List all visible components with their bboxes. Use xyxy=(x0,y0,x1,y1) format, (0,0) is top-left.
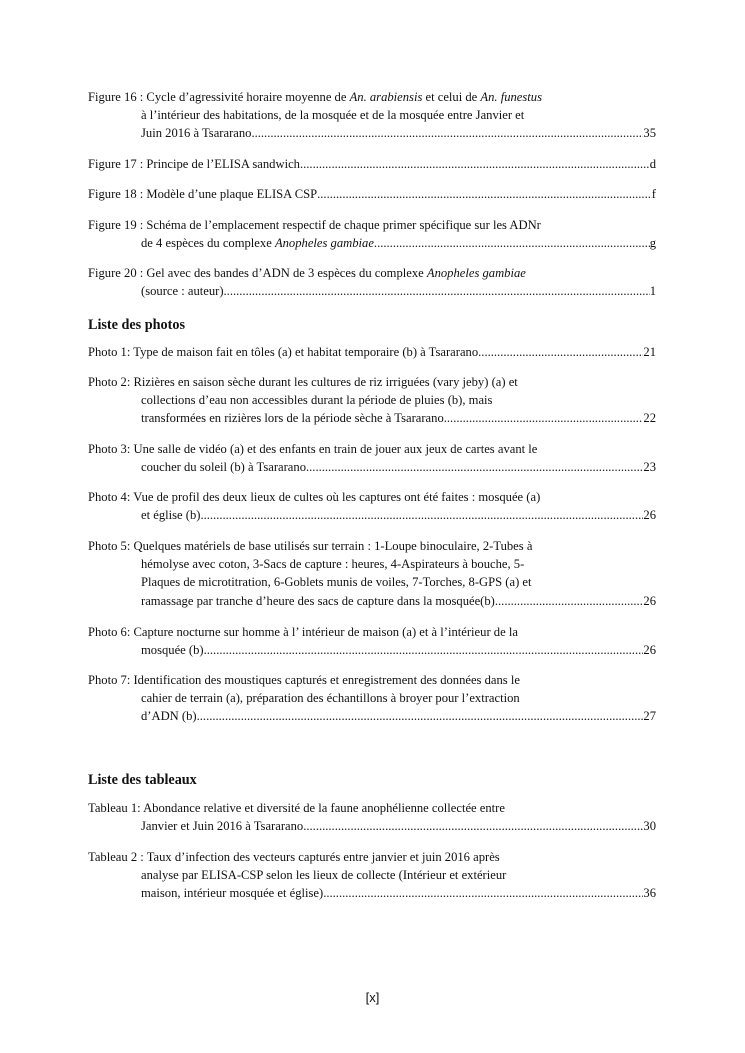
toc-entry-text xyxy=(141,124,255,142)
toc-entry-text xyxy=(88,673,520,687)
text-run: analyse par ELISA-CSP selon les lieux de collecte (Intérieur et extérieur xyxy=(141,868,507,883)
toc-entry-text xyxy=(141,707,200,725)
text-run: Photo 5: Quelques matériels de base utilisés sur terrain : 1-Loupe binoculaire, 2-Tubes à xyxy=(88,539,533,553)
dot-leader xyxy=(300,155,650,173)
toc-entry-text xyxy=(88,625,518,639)
toc-entry-text xyxy=(88,442,537,456)
toc-entry-figure-19[interactable] xyxy=(88,216,656,252)
text-run: à l’intérieur des habitations, de la mosquée et de la mosquée entre Janvier et xyxy=(141,108,525,123)
toc-entry-text xyxy=(141,409,444,427)
toc-entry-text xyxy=(88,218,541,232)
text-run: Tableau 1: Abondance relative et diversité de la faune anophélienne collectée entre xyxy=(88,801,505,815)
toc-entry-figure-18[interactable] xyxy=(88,185,656,203)
page-ref[interactable]: 22 xyxy=(643,411,656,426)
text-run: Figure 17 : Principe de l’ELISA sandwich xyxy=(88,157,300,171)
toc-entry-line xyxy=(88,106,656,124)
text-run: Figure 16 : Cycle d’agressivité horaire moyenne de xyxy=(88,90,350,104)
text-run: Figure 19 : Schéma de l’emplacement respectif de chaque primer spécifique sur les ADNr xyxy=(88,218,541,232)
toc-entry-text xyxy=(88,490,540,504)
toc-entry-text xyxy=(141,641,204,659)
toc-entry-last-line xyxy=(88,458,656,476)
species-name: Anopheles gambiae xyxy=(426,266,526,280)
toc-entry-last-line xyxy=(88,409,656,427)
page-ref[interactable]: 26 xyxy=(643,508,656,523)
toc-entry-photo-3[interactable] xyxy=(88,440,656,476)
text-run: Juin 2016 à Tsararano. xyxy=(141,126,255,141)
toc-entry-text xyxy=(141,282,224,300)
species-name: Anopheles gambiae xyxy=(274,236,374,251)
text-run: hémolyse avec coton, 3-Sacs de capture : heures, 4-Aspirateurs à bouche, 5- xyxy=(141,557,525,572)
dot-leader xyxy=(200,707,644,725)
page-ref[interactable]: 26 xyxy=(643,593,656,608)
toc-entry-text xyxy=(88,90,542,104)
toc-entry-line xyxy=(88,488,656,506)
text-run: Photo 6: Capture nocturne sur homme à l’ intérieur de maison (a) et à l’intérieur de la xyxy=(88,625,518,639)
page-ref[interactable]: 36 xyxy=(643,886,656,901)
text-run: Photo 1: Type de maison fait en tôles (a) et habitat temporaire (b) à Tsararano xyxy=(88,345,479,359)
toc-entry-last-line xyxy=(88,592,656,610)
toc-entry-text xyxy=(88,375,518,389)
page-ref[interactable]: g xyxy=(649,236,656,251)
toc-entry-text xyxy=(88,343,478,361)
text-run: Photo 2: Rizières en saison sèche durant les cultures de riz irriguées (vary jeby) (a) et xyxy=(88,375,518,389)
toc-entry-figure-16[interactable] xyxy=(88,88,656,143)
text-run: et celui de xyxy=(422,90,481,104)
dot-leader xyxy=(326,884,643,902)
toc-entry-photo-2[interactable] xyxy=(88,373,656,428)
text-run: transformées en rizières lors de la période sèche à Tsararano xyxy=(141,411,444,426)
page-ref[interactable]: 26 xyxy=(643,643,656,658)
toc-entry-text xyxy=(141,108,524,122)
toc-entry-line xyxy=(88,866,656,884)
toc-entry-text xyxy=(141,575,532,589)
toc-entry-text xyxy=(141,691,520,705)
toc-entry-line xyxy=(88,537,656,555)
page-ref[interactable]: f xyxy=(651,187,656,201)
text-run: Janvier et Juin 2016 à Tsararano xyxy=(141,819,304,834)
text-run: de 4 espèces du complexe xyxy=(141,236,275,251)
page-ref[interactable]: 30 xyxy=(643,819,656,834)
toc-entry-photo-5[interactable] xyxy=(88,537,656,610)
text-run: d’ADN (b). xyxy=(141,709,200,724)
dot-leader xyxy=(306,458,643,476)
toc-entry-line xyxy=(88,440,656,458)
text-run: Tableau 2 : Taux d’infection des vecteurs capturés entre janvier et juin 2016 après xyxy=(88,850,500,864)
toc-entry-text xyxy=(141,234,374,252)
toc-entry-text xyxy=(88,185,317,203)
page-ref[interactable]: 23 xyxy=(643,460,656,475)
text-run: ramassage par tranche d’heure des sacs de capture dans la mosquée(b) xyxy=(141,593,495,608)
species-name: An. arabiensis xyxy=(349,90,423,104)
dot-leader xyxy=(495,592,644,610)
toc-entry-line xyxy=(88,671,656,689)
toc-entry-text xyxy=(141,458,306,476)
text-run: et église (b) xyxy=(141,508,201,523)
toc-entry-last-line xyxy=(88,641,656,659)
toc-entry-line xyxy=(88,373,656,391)
page-ref[interactable]: 35 xyxy=(643,126,656,141)
toc-entry-text xyxy=(141,817,303,835)
toc-entry-photo-6[interactable] xyxy=(88,623,656,659)
text-run: Photo 7: Identification des moustiques capturés et enregistrement des données dans le xyxy=(88,673,520,687)
toc-entry-last-line xyxy=(88,817,656,835)
toc-entry-line xyxy=(88,216,656,234)
dot-leader xyxy=(444,409,644,427)
toc-entry-line xyxy=(88,391,656,409)
text-run: Photo 3: Une salle de vidéo (a) et des enfants en train de jouer aux jeux de cartes avant le xyxy=(88,442,538,456)
text-run: Plaques de microtitration, 6-Goblets munis de voiles, 7-Torches, 8-GPS (a) et xyxy=(141,575,532,590)
toc-entry-text xyxy=(88,539,532,553)
toc-entry-text xyxy=(88,266,526,280)
toc-entry-table-2[interactable] xyxy=(88,848,656,903)
page-number: [x] xyxy=(365,990,380,1005)
text-run: collections d’eau non accessibles durant la période de pluies (b), mais xyxy=(141,393,493,408)
toc-entry-text xyxy=(141,868,506,882)
toc-entry-photo-7[interactable] xyxy=(88,671,656,726)
toc-entry-text xyxy=(141,884,326,902)
toc-entry-table-1[interactable] xyxy=(88,799,656,835)
toc-entry-text xyxy=(88,801,505,815)
dot-leader xyxy=(255,124,644,142)
dot-leader xyxy=(200,506,643,524)
toc-entry-last-line xyxy=(88,185,656,203)
toc-entry-line xyxy=(88,799,656,817)
toc-entry-last-line xyxy=(88,282,656,300)
dot-leader xyxy=(204,641,644,659)
dot-leader xyxy=(374,234,650,252)
dot-leader xyxy=(224,282,650,300)
text-run: maison, intérieur mosquée et église). xyxy=(141,886,327,901)
toc-entry-text xyxy=(141,557,524,571)
toc-entry-last-line xyxy=(88,343,656,361)
toc-entry-line xyxy=(88,689,656,707)
toc-entry-figure-20[interactable] xyxy=(88,264,656,300)
section-heading-tables: Liste des tableaux xyxy=(88,772,197,788)
toc-entry-last-line xyxy=(88,506,656,524)
species-name: An. funestus xyxy=(480,90,542,104)
text-run: Figure 20 : Gel avec des bandes d’ADN de 3 espèces du complexe xyxy=(88,266,427,280)
toc-entry-line xyxy=(88,848,656,866)
toc-entry-last-line xyxy=(88,155,656,173)
toc-entry-text xyxy=(88,850,500,864)
toc-entry-last-line xyxy=(88,884,656,902)
toc-entry-photo-1[interactable] xyxy=(88,343,656,361)
section-heading-photos: Liste des photos xyxy=(88,317,185,333)
text-run: cahier de terrain (a), préparation des échantillons à broyer pour l’extraction xyxy=(141,691,520,706)
page-ref[interactable]: 1 xyxy=(649,284,656,299)
toc-entry-line xyxy=(88,88,656,106)
toc-entry-text xyxy=(141,506,200,524)
toc-entry-last-line xyxy=(88,707,656,725)
dot-leader xyxy=(478,343,643,361)
toc-entry-line xyxy=(88,555,656,573)
toc-entry-text xyxy=(88,155,300,173)
toc-entry-last-line xyxy=(88,124,656,142)
dot-leader xyxy=(317,185,652,203)
dot-leader xyxy=(303,817,643,835)
toc-entry-line xyxy=(88,573,656,591)
toc-entry-last-line xyxy=(88,234,656,252)
text-run: coucher du soleil (b) à Tsararano xyxy=(141,460,306,475)
page-ref[interactable]: d xyxy=(649,157,656,171)
text-run: mosquée (b) xyxy=(141,643,204,658)
page-ref[interactable]: 27 xyxy=(643,709,656,724)
toc-entry-line xyxy=(88,264,656,282)
text-run: (source : auteur) xyxy=(141,284,224,299)
page-ref[interactable]: 21 xyxy=(643,345,656,359)
toc-entry-photo-4[interactable] xyxy=(88,488,656,524)
text-run: Photo 4: Vue de profil des deux lieux de cultes où les captures ont été faites : mosquée (a) xyxy=(88,490,541,504)
toc-entry-figure-17[interactable] xyxy=(88,155,656,173)
toc-entry-line xyxy=(88,623,656,641)
toc-entry-text xyxy=(141,393,492,407)
text-run: Figure 18 : Modèle d’une plaque ELISA CSP xyxy=(88,187,318,201)
toc-entry-text xyxy=(141,592,495,610)
